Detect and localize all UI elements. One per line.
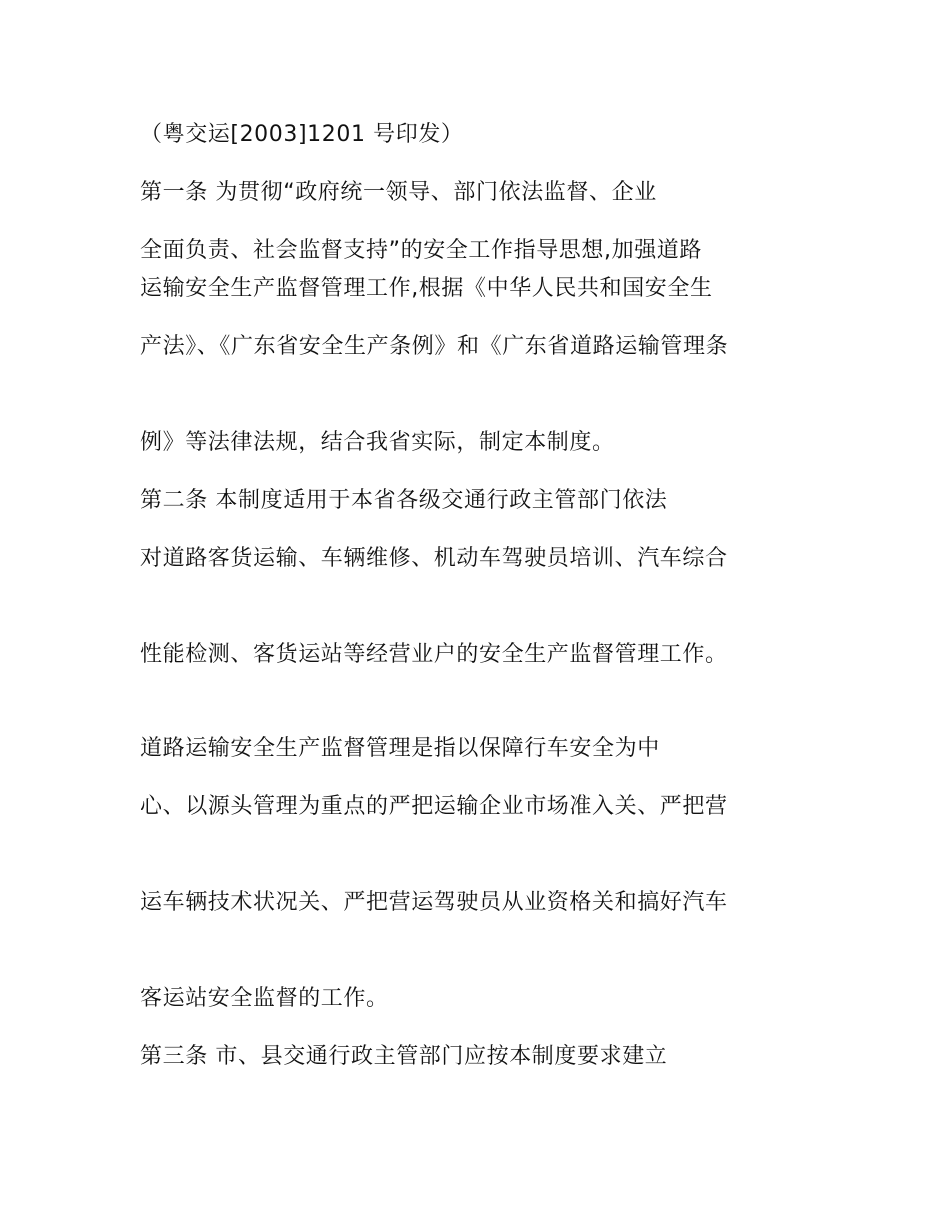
document-line: 客运站安全监督的工作。 — [140, 986, 389, 1011]
document-line: 例》等法律法规，结合我省实际，制定本制度。 — [140, 430, 615, 455]
document-line: 全面负责、社会监督支持”的安全工作指导思想,加强道路 — [140, 238, 702, 263]
document-line: 第一条 为贯彻“政府统一领导、部门依法监督、企业 — [140, 180, 657, 205]
document-line: 运输安全生产监督管理工作,根据《中华人民共和国安全生 — [140, 276, 713, 301]
document-line: 对道路客货运输、车辆维修、机动车驾驶员培训、汽车综合 — [140, 546, 728, 571]
document-line: （粤交运[2003]1201 号印发） — [140, 122, 464, 147]
document-line: 道路运输安全生产监督管理是指以保障行车安全为中 — [140, 736, 660, 761]
document-line: 心、以源头管理为重点的严把运输企业市场准入关、严把营 — [140, 794, 728, 819]
document-line: 性能检测、客货运站等经营业户的安全生产监督管理工作。 — [140, 642, 728, 667]
document-line: 运车辆技术状况关、严把营运驾驶员从业资格关和搞好汽车 — [140, 890, 728, 915]
document-line: 第二条 本制度适用于本省各级交通行政主管部门依法 — [140, 488, 668, 513]
document-line: 产法》、《广东省安全生产条例》和《广东省道路运输管理条 — [140, 334, 729, 359]
document-line: 第三条 市、县交通行政主管部门应按本制度要求建立 — [140, 1044, 668, 1069]
